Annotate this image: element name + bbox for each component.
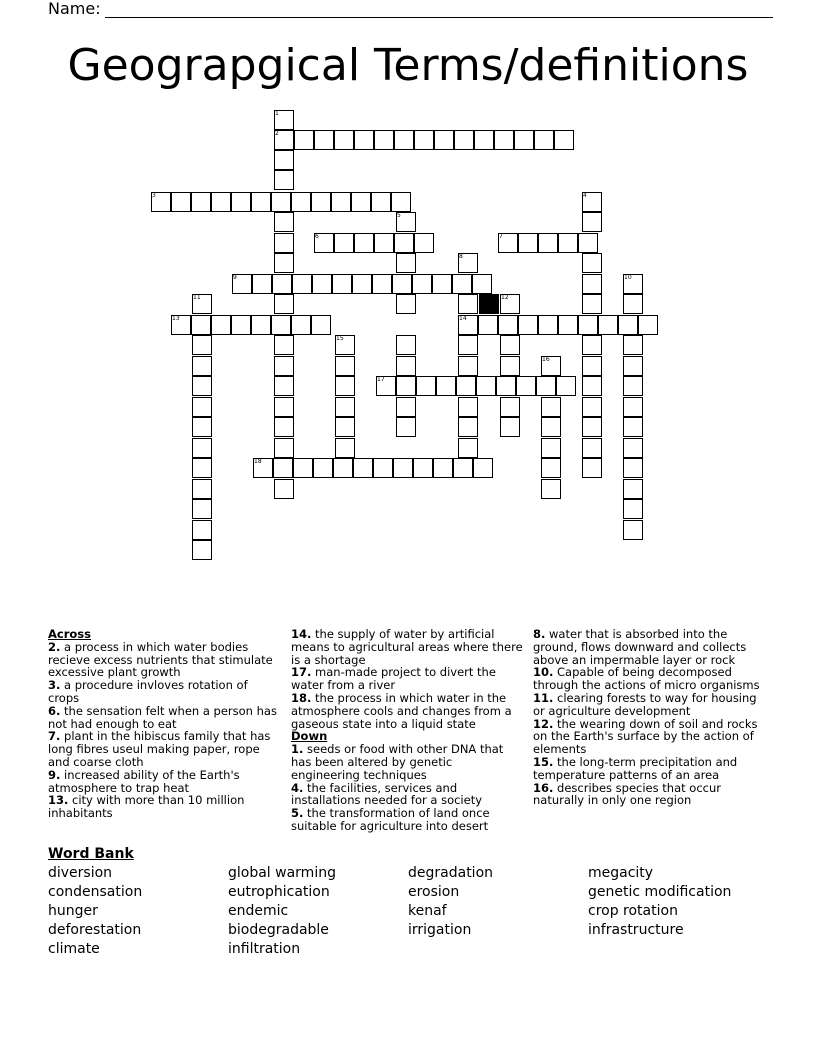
crossword-cell[interactable] bbox=[354, 130, 374, 150]
crossword-cell[interactable] bbox=[458, 356, 478, 376]
word-bank-item: degradation bbox=[408, 865, 494, 881]
crossword-cell[interactable] bbox=[391, 192, 411, 212]
clue-number-label: 9 bbox=[233, 274, 237, 281]
clue-text: city with more than 10 million inhabitants bbox=[48, 793, 245, 821]
crossword-cell[interactable] bbox=[623, 335, 643, 355]
word-bank-item: infrastructure bbox=[588, 922, 684, 938]
clue-number: 13. bbox=[48, 793, 69, 808]
clue-text: the long-term precipitation and temperature patterns of an area bbox=[533, 754, 738, 782]
crossword-cell[interactable] bbox=[623, 520, 643, 540]
crossword-cell[interactable] bbox=[436, 376, 456, 396]
across-clue bbox=[48, 769, 280, 795]
crossword-cell[interactable] bbox=[274, 170, 294, 190]
crossword-cell[interactable] bbox=[432, 274, 452, 294]
word-bank-item: crop rotation bbox=[588, 903, 678, 919]
crossword-cell[interactable] bbox=[374, 130, 394, 150]
down-clue bbox=[291, 807, 523, 833]
down-clue bbox=[291, 743, 523, 781]
crossword-cell[interactable] bbox=[274, 376, 294, 396]
clue-number-label: 5 bbox=[397, 212, 401, 219]
clue-text: the sensation felt when a person has not had enough to eat bbox=[48, 703, 277, 731]
crossword-cell[interactable] bbox=[291, 192, 311, 212]
clue-text: the supply of water by artificial means to agricultural areas where there is a shortage bbox=[291, 627, 523, 667]
clue-number: 12. bbox=[533, 716, 554, 731]
down-clue bbox=[533, 692, 765, 718]
crossword-cell[interactable] bbox=[500, 397, 520, 417]
crossword-cell[interactable] bbox=[458, 438, 478, 458]
down-clue bbox=[533, 628, 765, 666]
clue-text: seeds or food with other DNA that has been altered by genetic engineering techniques bbox=[291, 742, 504, 782]
page-title: Geograpgical Terms/definitions bbox=[67, 40, 749, 91]
clue-text: Capable of being decomposed through the actions of micro organisms bbox=[533, 665, 760, 693]
crossword-cell[interactable] bbox=[412, 274, 432, 294]
crossword-cell[interactable] bbox=[192, 499, 212, 519]
clue-text: the transformation of land once suitable for agriculture into desert bbox=[291, 806, 490, 833]
clue-number: 5. bbox=[291, 806, 304, 821]
crossword-cell[interactable] bbox=[274, 397, 294, 417]
crossword-cell[interactable] bbox=[416, 376, 436, 396]
crossword-cell[interactable] bbox=[638, 315, 658, 335]
word-bank-item: condensation bbox=[48, 884, 143, 900]
down-clue-list-continued bbox=[533, 628, 765, 807]
crossword-cell[interactable] bbox=[274, 233, 294, 253]
crossword-cell[interactable] bbox=[623, 294, 643, 314]
crossword-cell[interactable] bbox=[374, 233, 394, 253]
crossword-cell[interactable] bbox=[274, 479, 294, 499]
crossword-cell[interactable] bbox=[582, 212, 602, 232]
crossword-cell[interactable] bbox=[541, 479, 561, 499]
word-bank-item: infiltration bbox=[228, 941, 301, 957]
crossword-cell[interactable] bbox=[582, 294, 602, 314]
crossword-cell[interactable] bbox=[392, 274, 412, 294]
crossword-cell[interactable] bbox=[556, 376, 576, 396]
down-clue bbox=[533, 782, 765, 808]
crossword-cell[interactable] bbox=[500, 417, 520, 437]
across-clue bbox=[291, 692, 523, 730]
crossword-cell[interactable] bbox=[414, 233, 434, 253]
word-bank-column-4 bbox=[588, 864, 731, 940]
word-bank-item: deforestation bbox=[48, 922, 142, 938]
clue-number: 9. bbox=[48, 767, 61, 782]
crossword-cell[interactable] bbox=[312, 274, 332, 294]
crossword-cell[interactable] bbox=[394, 130, 414, 150]
clue-text: a process in which water bodies recieve excess nutrients that stimulate excessive plant growth bbox=[48, 639, 273, 680]
crossword-cell[interactable] bbox=[618, 315, 638, 335]
crossword-cell[interactable] bbox=[313, 458, 333, 478]
crossword-cell[interactable] bbox=[623, 438, 643, 458]
crossword-cell[interactable] bbox=[274, 438, 294, 458]
crossword-cell[interactable] bbox=[292, 274, 312, 294]
crossword-cell[interactable] bbox=[458, 294, 478, 314]
crossword-cell[interactable] bbox=[623, 417, 643, 437]
crossword-cell[interactable] bbox=[192, 520, 212, 540]
crossword-cell[interactable] bbox=[353, 458, 373, 478]
clue-text: a procedure invloves rotation of crops bbox=[48, 678, 248, 705]
crossword-cell[interactable] bbox=[582, 356, 602, 376]
crossword-cell[interactable] bbox=[452, 274, 472, 294]
clues-column-1 bbox=[48, 628, 280, 820]
crossword-cell[interactable] bbox=[274, 417, 294, 437]
crossword-cell[interactable] bbox=[623, 499, 643, 519]
crossword-cell[interactable] bbox=[372, 274, 392, 294]
clue-number-label: 3 bbox=[152, 192, 156, 199]
across-clue bbox=[291, 628, 523, 666]
across-clue-list-continued bbox=[291, 628, 523, 730]
word-bank-item: diversion bbox=[48, 865, 113, 881]
clue-number: 10. bbox=[533, 665, 554, 680]
crossword-cell[interactable] bbox=[541, 417, 561, 437]
clue-number: 18. bbox=[291, 690, 312, 705]
clue-number-label: 13 bbox=[172, 315, 180, 322]
clues-column-2 bbox=[291, 628, 523, 833]
crossword-cell[interactable] bbox=[396, 376, 416, 396]
word-bank-item: eutrophication bbox=[228, 884, 330, 900]
crossword-cell[interactable] bbox=[518, 315, 538, 335]
crossword-cell[interactable] bbox=[582, 458, 602, 478]
crossword-cell[interactable] bbox=[192, 479, 212, 499]
crossword-cell[interactable] bbox=[311, 192, 331, 212]
crossword-cell[interactable] bbox=[352, 274, 372, 294]
crossword-cell[interactable] bbox=[274, 335, 294, 355]
crossword-cell[interactable] bbox=[582, 335, 602, 355]
clue-number-label: 17 bbox=[377, 376, 385, 383]
across-clue-list bbox=[48, 641, 280, 820]
crossword-cell[interactable] bbox=[192, 438, 212, 458]
down-clue bbox=[533, 718, 765, 756]
across-clue bbox=[48, 730, 280, 768]
crossword-cell[interactable] bbox=[271, 315, 291, 335]
crossword-cell[interactable] bbox=[274, 212, 294, 232]
crossword-cell[interactable] bbox=[396, 335, 416, 355]
crossword-cell[interactable] bbox=[273, 458, 293, 478]
crossword-cell[interactable] bbox=[541, 438, 561, 458]
clue-text: clearing forests to way for housing or agriculture development bbox=[533, 690, 757, 718]
clue-number-label: 2 bbox=[275, 130, 279, 137]
crossword-cell[interactable] bbox=[456, 376, 476, 396]
crossword-cell[interactable] bbox=[582, 253, 602, 273]
word-bank-column-3 bbox=[408, 864, 493, 940]
word-bank-item: genetic modification bbox=[588, 884, 732, 900]
crossword-cell[interactable] bbox=[623, 356, 643, 376]
crossword-cell[interactable] bbox=[192, 417, 212, 437]
word-bank-item: erosion bbox=[408, 884, 460, 900]
crossword-cell[interactable] bbox=[433, 458, 453, 478]
crossword-cell[interactable] bbox=[514, 130, 534, 150]
clue-number: 8. bbox=[533, 627, 546, 641]
word-bank-column-1 bbox=[48, 864, 142, 959]
crossword-cell[interactable] bbox=[335, 417, 355, 437]
crossword-cell[interactable] bbox=[458, 397, 478, 417]
crossword-cell[interactable] bbox=[498, 315, 518, 335]
word-bank-item: kenaf bbox=[408, 903, 447, 919]
word-bank-item: climate bbox=[48, 941, 100, 957]
crossword-cell[interactable] bbox=[536, 376, 556, 396]
clues-column-3 bbox=[533, 628, 765, 807]
word-bank-item: global warming bbox=[228, 865, 336, 881]
crossword-cell[interactable] bbox=[354, 233, 374, 253]
crossword-cell[interactable] bbox=[582, 397, 602, 417]
clue-number-label: 4 bbox=[583, 192, 587, 199]
crossword-cell[interactable] bbox=[472, 274, 492, 294]
clue-text: man-made project to divert the water from a river bbox=[291, 665, 496, 693]
crossword-cell[interactable] bbox=[314, 130, 334, 150]
crossword-cell[interactable] bbox=[474, 130, 494, 150]
down-clue-list bbox=[291, 743, 523, 833]
word-bank-item: megacity bbox=[588, 865, 654, 881]
crossword-cell[interactable] bbox=[333, 458, 353, 478]
crossword-cell[interactable] bbox=[396, 253, 416, 273]
crossword-cell[interactable] bbox=[192, 335, 212, 355]
crossword-cell[interactable] bbox=[192, 540, 212, 560]
crossword-cell[interactable] bbox=[582, 274, 602, 294]
clue-number: 11. bbox=[533, 690, 554, 705]
clue-text: the process in which water in the atmosphere cools and changes from a gaseous state into a liquid state bbox=[291, 690, 512, 731]
across-clue bbox=[48, 641, 280, 679]
word-bank-item: endemic bbox=[228, 903, 289, 919]
crossword-cell[interactable] bbox=[393, 458, 413, 478]
crossword-cell[interactable] bbox=[274, 356, 294, 376]
clue-number: 16. bbox=[533, 780, 554, 795]
crossword-cell[interactable] bbox=[371, 192, 391, 212]
crossword-cell[interactable] bbox=[394, 233, 414, 253]
crossword-cell[interactable] bbox=[578, 315, 598, 335]
down-clue bbox=[291, 782, 523, 808]
crossword-cell[interactable] bbox=[414, 130, 434, 150]
crossword-cell[interactable] bbox=[623, 479, 643, 499]
crossword-cell[interactable] bbox=[331, 192, 351, 212]
crossword-cell[interactable] bbox=[271, 192, 291, 212]
clue-number: 4. bbox=[291, 780, 304, 795]
crossword-cell[interactable] bbox=[311, 315, 331, 335]
crossword-cell[interactable] bbox=[396, 294, 416, 314]
across-clue bbox=[48, 705, 280, 731]
clue-number: 1. bbox=[291, 742, 304, 757]
clue-number-label: 6 bbox=[315, 233, 319, 240]
crossword-cell[interactable] bbox=[335, 397, 355, 417]
clue-number: 17. bbox=[291, 665, 312, 680]
blocked-cell bbox=[479, 294, 499, 314]
clue-number-label: 12 bbox=[501, 294, 509, 301]
word-bank-column-2 bbox=[228, 864, 336, 959]
clue-number-label: 18 bbox=[254, 458, 262, 465]
clue-number-label: 1 bbox=[275, 110, 279, 117]
clue-number: 3. bbox=[48, 678, 61, 693]
crossword-cell[interactable] bbox=[293, 458, 313, 478]
crossword-cell[interactable] bbox=[192, 397, 212, 417]
word-bank-item: biodegradable bbox=[228, 922, 329, 938]
clue-number: 7. bbox=[48, 729, 61, 744]
clue-number-label: 14 bbox=[459, 315, 467, 322]
crossword-cell[interactable] bbox=[541, 397, 561, 417]
crossword-cell[interactable] bbox=[494, 130, 514, 150]
word-bank-title: Word Bank bbox=[48, 846, 134, 862]
crossword-cell[interactable] bbox=[294, 130, 314, 150]
crossword-cell[interactable] bbox=[500, 335, 520, 355]
down-clue bbox=[533, 756, 765, 782]
crossword-cell[interactable] bbox=[623, 458, 643, 478]
crossword-cell[interactable] bbox=[623, 397, 643, 417]
crossword-cell[interactable] bbox=[396, 356, 416, 376]
clue-text: the facilities, services and installations needed for a society bbox=[291, 780, 483, 808]
crossword-cell[interactable] bbox=[582, 438, 602, 458]
crossword-cell[interactable] bbox=[458, 335, 478, 355]
clue-text: plant in the hibiscus family that has long fibres useul making paper, rope and coarse cloth bbox=[48, 729, 271, 769]
crossword-cell[interactable] bbox=[211, 315, 231, 335]
crossword-cell[interactable] bbox=[396, 397, 416, 417]
crossword-cell[interactable] bbox=[251, 192, 271, 212]
crossword-cell[interactable] bbox=[274, 294, 294, 314]
crossword-cell[interactable] bbox=[334, 233, 354, 253]
crossword-cell[interactable] bbox=[231, 315, 251, 335]
crossword-cell[interactable] bbox=[478, 315, 498, 335]
crossword-cell[interactable] bbox=[558, 233, 578, 253]
across-clue bbox=[291, 666, 523, 692]
crossword-cell[interactable] bbox=[192, 376, 212, 396]
crossword-cell[interactable] bbox=[578, 233, 598, 253]
crossword-cell[interactable] bbox=[171, 192, 191, 212]
crossword-cell[interactable] bbox=[476, 376, 496, 396]
word-bank-item: hunger bbox=[48, 903, 98, 919]
name-label: Name: bbox=[48, 0, 101, 18]
crossword-cell[interactable] bbox=[192, 356, 212, 376]
crossword-cell[interactable] bbox=[274, 253, 294, 273]
crossword-cell[interactable] bbox=[473, 458, 493, 478]
crossword-cell[interactable] bbox=[434, 130, 454, 150]
crossword-cell[interactable] bbox=[332, 274, 352, 294]
crossword-cell[interactable] bbox=[191, 192, 211, 212]
crossword-cell[interactable] bbox=[291, 315, 311, 335]
crossword-cell[interactable] bbox=[373, 458, 393, 478]
crossword-cell[interactable] bbox=[334, 130, 354, 150]
crossword-cell[interactable] bbox=[496, 376, 516, 396]
crossword-cell[interactable] bbox=[211, 192, 231, 212]
clue-text: water that is absorbed into the ground, flows downward and collects above an impermable layer or rock bbox=[533, 627, 747, 667]
crossword-cell[interactable] bbox=[396, 417, 416, 437]
across-header: Across bbox=[48, 627, 91, 641]
clue-number-label: 10 bbox=[624, 274, 632, 281]
clue-number: 2. bbox=[48, 639, 61, 654]
clue-number-label: 8 bbox=[459, 253, 463, 260]
crossword-cell[interactable] bbox=[534, 130, 554, 150]
crossword-cell[interactable] bbox=[191, 315, 211, 335]
down-header: Down bbox=[291, 729, 328, 744]
crossword-cell[interactable] bbox=[251, 315, 271, 335]
clue-text: the wearing down of soil and rocks on the Earth's surface by the action of elements bbox=[533, 716, 758, 757]
crossword-cell[interactable] bbox=[582, 376, 602, 396]
crossword-cell[interactable] bbox=[538, 233, 558, 253]
crossword-cell[interactable] bbox=[413, 458, 433, 478]
crossword-cell[interactable] bbox=[335, 376, 355, 396]
crossword-cell[interactable] bbox=[538, 315, 558, 335]
clue-number: 6. bbox=[48, 703, 61, 718]
crossword-cell[interactable] bbox=[335, 438, 355, 458]
clue-number: 14. bbox=[291, 627, 312, 641]
clue-text: describes species that occur naturally in only one region bbox=[533, 780, 721, 808]
crossword-cell[interactable] bbox=[500, 356, 520, 376]
clue-number-label: 11 bbox=[193, 294, 201, 301]
clue-number-label: 7 bbox=[499, 233, 503, 240]
crossword-cell[interactable] bbox=[458, 417, 478, 437]
crossword-cell[interactable] bbox=[554, 130, 574, 150]
crossword-cell[interactable] bbox=[454, 130, 474, 150]
clue-number-label: 15 bbox=[336, 335, 344, 342]
crossword-cell[interactable] bbox=[252, 274, 272, 294]
across-clue bbox=[48, 679, 280, 705]
word-bank-item: irrigation bbox=[408, 922, 472, 938]
clue-number: 15. bbox=[533, 754, 554, 769]
clue-text: increased ability of the Earth's atmosphere to trap heat bbox=[48, 767, 240, 795]
crossword-cell[interactable] bbox=[453, 458, 473, 478]
across-clue bbox=[48, 794, 280, 820]
crossword-cell[interactable] bbox=[335, 356, 355, 376]
crossword-cell[interactable] bbox=[623, 376, 643, 396]
crossword-cell[interactable] bbox=[272, 274, 292, 294]
crossword-cell[interactable] bbox=[558, 315, 578, 335]
crossword-cell[interactable] bbox=[598, 315, 618, 335]
crossword-cell[interactable] bbox=[518, 233, 538, 253]
crossword-cell[interactable] bbox=[582, 417, 602, 437]
down-clue bbox=[533, 666, 765, 692]
crossword-cell[interactable] bbox=[516, 376, 536, 396]
crossword-cell[interactable] bbox=[231, 192, 251, 212]
crossword-cell[interactable] bbox=[351, 192, 371, 212]
crossword-cell[interactable] bbox=[192, 458, 212, 478]
clue-number-label: 16 bbox=[542, 356, 550, 363]
crossword-cell[interactable] bbox=[274, 150, 294, 170]
crossword-cell[interactable] bbox=[541, 458, 561, 478]
